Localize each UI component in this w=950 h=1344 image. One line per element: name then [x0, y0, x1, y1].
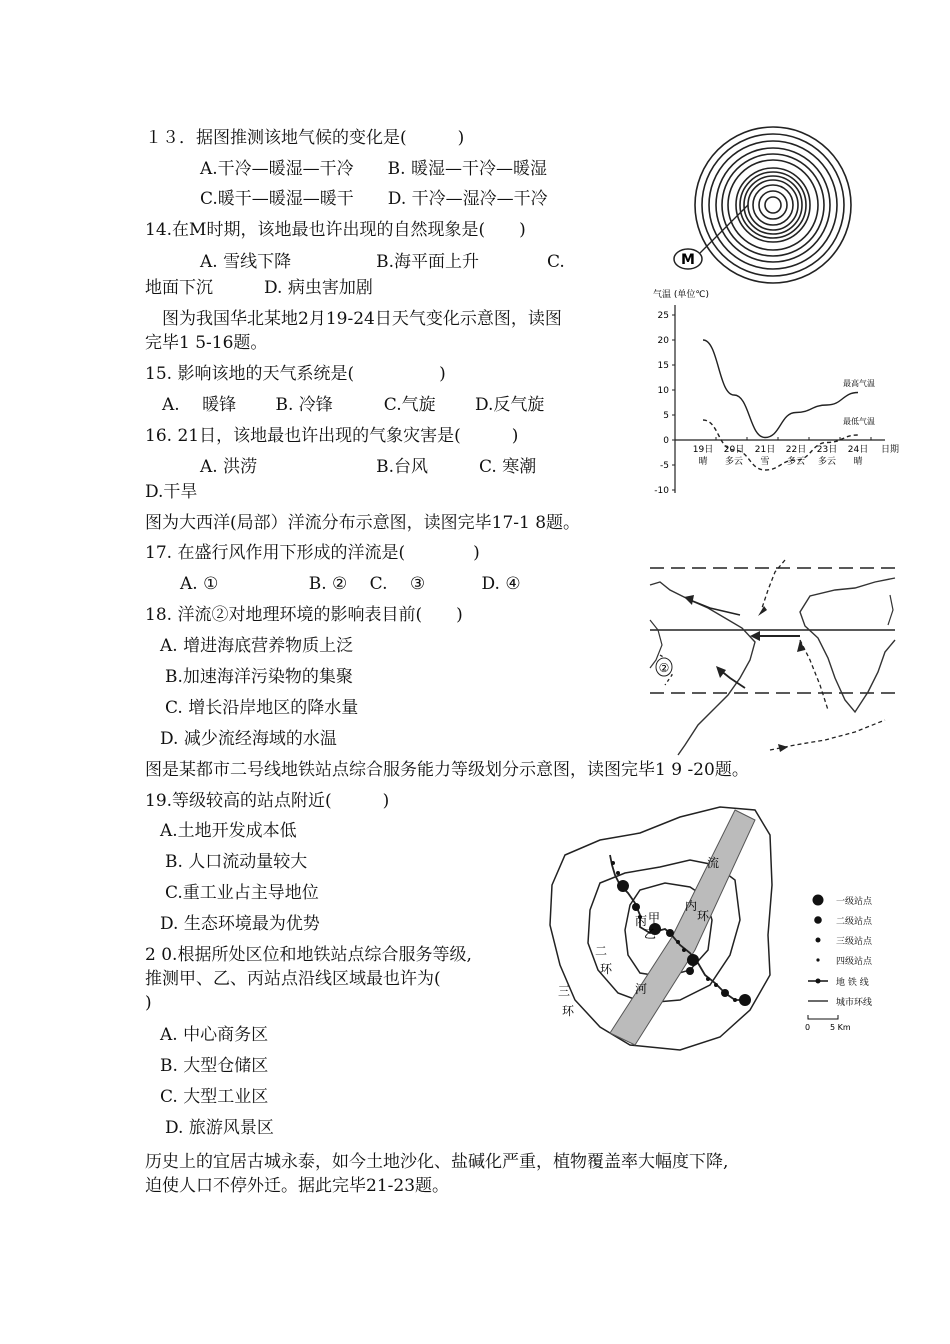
q19-option-d: D. 生态环境最为优势 [160, 914, 320, 934]
station-level-2 [721, 989, 729, 997]
metro-legend [805, 895, 873, 1033]
x-tick-label-5: 24日 [847, 445, 869, 455]
q20-stem-line1: 2 0.根据所处区位和地铁站点综合服务等级, [145, 945, 472, 965]
q16-stem: 16. 21日，该地最也许出现的气象灾害是( ) [145, 426, 519, 446]
q13-stem: １３．据图推测该地气候的变化是( ) [145, 128, 465, 148]
y-tick-label-1: 20 [657, 336, 669, 346]
station-level-1 [687, 954, 699, 966]
label-er: 二 [595, 944, 608, 958]
legend-symbol-level-2 [814, 916, 822, 924]
label-huan-3: 环 [562, 1004, 575, 1018]
y-tick-label-4: 5 [663, 411, 669, 421]
intro-17-18: 图为大西洋(局部）洋流分布示意图，读图完毕17-1 8题。 [145, 513, 581, 533]
river [610, 810, 755, 1045]
station-level-3 [714, 983, 718, 987]
x-tick-label-4: 23日 [816, 445, 838, 455]
q18-option-c: C. 增长沿岸地区的降水量 [165, 698, 359, 718]
temperature-chart [645, 285, 905, 500]
q14-options-line1: A. 雪线下降 B.海平面上升 C. [200, 252, 565, 272]
y-tick-label-0: 25 [657, 311, 669, 321]
legend-symbol-level-1 [813, 895, 824, 906]
q13-options-cd: C.暖干—暖湿—暖干 D. 干冷—湿冷—干冷 [200, 189, 548, 209]
intro-15-16-line1: 图为我国华北某地2月19-24日天气变化示意图，读图 [145, 309, 562, 329]
q19-option-a: A.土地开发成本低 [160, 821, 297, 841]
legend-metro-line: 地 铁 线 [836, 978, 869, 988]
africa-coast [800, 578, 895, 712]
q14-options-line2: 地面下沉 D. 病虫害加剧 [145, 278, 373, 298]
station-level-2 [686, 967, 694, 975]
arrow-west-wind-drift [778, 744, 788, 752]
legend-ring-road: 城市环线 [836, 998, 873, 1008]
current-label-2: ② [658, 661, 670, 675]
y-tick-label-6: -5 [660, 461, 669, 471]
q20-option-d: D. 旅游风景区 [165, 1118, 274, 1138]
x-tick-label-1: 20日 [723, 445, 745, 455]
legend-symbol-level-3 [816, 938, 821, 943]
x-weather-label-3: 多云 [786, 457, 806, 467]
scale-bar [808, 1015, 838, 1019]
q16-options-line1: A. 洪涝 B.台风 C. 寒潮 [200, 457, 537, 477]
station-level-3 [676, 940, 680, 944]
station-level-1 [617, 880, 629, 892]
x-tick-label-2: 21日 [754, 445, 776, 455]
q20-stem-line2: 推测甲、乙、丙站点沿线区域最也许为( [145, 969, 441, 989]
chart-title: 气温 (单位℃) [653, 290, 709, 300]
legend-level-2: 二级站点 [836, 917, 873, 927]
label-huan-inner: 环 [697, 909, 710, 923]
x-tick-label-0: 19日 [692, 445, 714, 455]
label-bing: 丙 [635, 914, 648, 928]
legend-level-4: 四级站点 [836, 957, 873, 967]
q18-stem: 18. 洋流②对地理环境的影响表目前( ) [145, 605, 463, 625]
arrow-southwest [716, 666, 726, 678]
y-tick-label-7: -10 [654, 486, 669, 496]
y-tick-label-2: 15 [657, 361, 669, 371]
label-jia: 甲 [648, 911, 661, 925]
q14-stem: 14.在M时期，该地最也许出现的自然现象是( ) [145, 220, 526, 240]
x-weather-label-4: 多云 [817, 457, 837, 467]
q19-option-b: B. 人口流动量较大 [165, 852, 308, 872]
x-axis-label: 日期 [881, 445, 900, 455]
label-nei: 内 [685, 899, 698, 913]
x-weather-label-2: 雪 [760, 457, 770, 467]
current-west-wind-drift [770, 720, 885, 750]
q20-option-c: C. 大型工业区 [160, 1087, 269, 1107]
ocean-current-map [650, 560, 895, 755]
station-level-3 [733, 998, 737, 1002]
label-yi: 乙 [644, 927, 657, 941]
station-level-3 [682, 948, 686, 952]
q20-stem-line3: ) [145, 993, 152, 1013]
y-tick-label-5: 0 [663, 436, 669, 446]
label-liu: 流 [707, 856, 720, 870]
q15-stem: 15. 影响该地的天气系统是( ) [145, 364, 446, 384]
station-level-3 [706, 977, 710, 981]
q20-option-a: A. 中心商务区 [160, 1025, 269, 1045]
arrow-canary [758, 606, 767, 616]
q20-option-b: B. 大型仓储区 [160, 1056, 269, 1076]
q18-option-a: A. 增进海底营养物质上泛 [160, 636, 354, 656]
scale-distance: 5 Km [830, 1023, 851, 1032]
q13-options-ab: A.干冷—暖湿—干冷 B. 暖湿—干冷—暖湿 [200, 159, 547, 179]
legend-min-temp: 最低气温 [843, 417, 875, 426]
series-max-temp-line [703, 340, 858, 438]
station-bing-level-2 [632, 903, 640, 911]
x-weather-label-5: 晴 [853, 457, 863, 467]
q17-options: A. ① B. ② C. ③ D. ④ [180, 574, 521, 594]
legend-max-temp: 最高气温 [843, 379, 875, 388]
q19-stem: 19.等级较高的站点附近( ) [145, 791, 390, 811]
q18-option-d: D. 减少流经海域的水温 [160, 729, 337, 749]
q15-options: A. 暖锋 B. 冷锋 C.气旋 D.反气旋 [145, 395, 545, 415]
q19-option-c: C.重工业占主导地位 [165, 883, 319, 903]
label-san: 三 [558, 984, 571, 998]
station-level-1 [739, 994, 751, 1006]
label-huan-2: 环 [600, 962, 613, 976]
arrow-equatorial [750, 631, 760, 641]
x-weather-label-1: 多云 [724, 457, 744, 467]
intro-21-23-line1: 历史上的宜居古城永泰，如今土地沙化、盐碱化严重，植物覆盖率大幅度下降, [145, 1152, 729, 1172]
legend-symbol-level-4 [816, 958, 819, 961]
tree-ring-figure [660, 125, 860, 285]
y-tick-label-3: 10 [657, 386, 669, 396]
station-level-3 [616, 871, 620, 875]
label-he: 河 [635, 982, 648, 996]
station-yi-level-2 [666, 929, 674, 937]
m-label: M [681, 252, 695, 268]
station-level-3 [611, 861, 615, 865]
scale-zero: 0 [805, 1023, 811, 1032]
x-tick-label-3: 22日 [785, 445, 807, 455]
current-canary [762, 560, 785, 608]
arrow-north-equatorial [684, 595, 694, 605]
q16-options-line2: D.干旱 [145, 482, 198, 502]
legend-level-3: 三级站点 [836, 937, 873, 947]
tree-rings [695, 127, 851, 283]
intro-21-23-line2: 迫使人口不停外迁。据此完毕21-23题。 [145, 1176, 450, 1196]
intro-15-16-line2: 完毕1 5-16题。 [145, 333, 268, 353]
q17-stem: 17. 在盛行风作用下形成的洋流是( ) [145, 543, 480, 563]
legend-symbol-metro-station [816, 979, 821, 984]
island-coast [888, 595, 893, 625]
legend-level-1: 一级站点 [836, 897, 873, 907]
q18-option-b: B.加速海洋污染物的集聚 [165, 667, 353, 687]
x-weather-label-0: 晴 [698, 457, 708, 467]
intro-19-20: 图是某都市二号线地铁站点综合服务能力等级划分示意图，读图完毕1 9 -20题。 [145, 760, 749, 780]
metro-map [540, 805, 895, 1055]
